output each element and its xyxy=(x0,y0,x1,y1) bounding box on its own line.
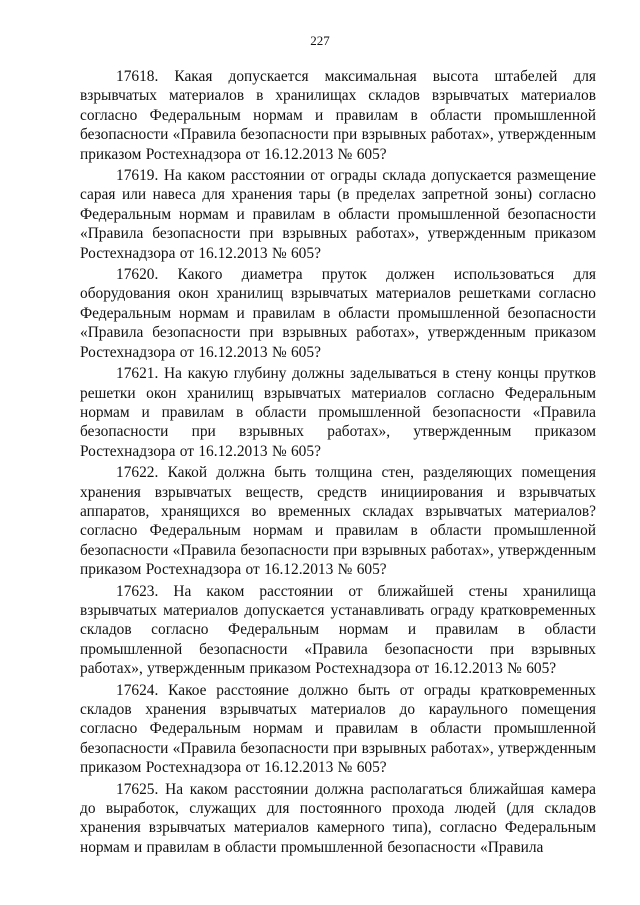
question-number: 17623. xyxy=(116,582,159,600)
question-text: Какое расстояние должно быть от ограды кратковременных складов хранения взрывчатых материалов до караульного помещения согласно Федеральным нормам и правилам в области промышленной безопасности «Правила безопасности при взрывных работах», утвержденным приказом Ростехнадзора от 16.12.2013 № 605? xyxy=(80,681,597,777)
question-item xyxy=(80,364,596,461)
question-text: Какого диаметра пруток должен использоваться для оборудования окон хранилищ взрывчатых материалов решетками согласно Федеральным нормам и правилам в области промышленной безопасности «Правила безопасности при взрывных работах», утвержденным приказом Ростехнадзора от 16.12.2013 № 605? xyxy=(80,266,596,361)
question-text: Какая допускается максимальная высота штабелей для взрывчатых материалов в хранилищах складов взрывчатых материалов согласно Федеральным нормам и правилам в области промышленной безопасности «Правила безопасности при взрывных работах», утвержденным приказом Ростехнадзора от 16.12.2013 № 605? xyxy=(80,68,597,163)
question-number: 17621. xyxy=(116,365,159,383)
question-text: На каком расстоянии от ближайшей стены хранилища взрывчатых материалов допускается устанавливать ограду кратковременных складов согласно Федеральным нормам и правилам в области промышленной безопасности «Правила безопасности при взрывных работах», утвержденным приказом Ростехнадзора от 16.12.2013 № 605? xyxy=(80,582,596,678)
question-number: 17624. xyxy=(116,681,159,699)
question-item xyxy=(80,681,596,778)
question-item xyxy=(80,166,596,263)
question-number: 17620. xyxy=(116,266,159,284)
question-number: 17619. xyxy=(116,167,159,185)
question-number: 17618. xyxy=(116,68,159,85)
question-item xyxy=(80,67,596,164)
question-number: 17625. xyxy=(116,780,159,798)
question-text: На каком расстоянии от ограды склада допускается размещение сарая или навеса для хранения тары (в пределах запретной зоны) согласно Федеральным нормам и правилам в области промышленной безопасности «Правила безопасности при взрывных работах», утвержденным приказом Ростехнадзора от 16.12.2013 № 605? xyxy=(80,167,596,262)
question-text: На каком расстоянии должна располагаться ближайшая камера до выработок, служащих для постоянного прохода людей (для складов хранения взрывчатых материалов камерного типа), согласно Федеральным нормам и правилам в области промышленной безопасности «Правила xyxy=(80,780,596,856)
question-text: На какую глубину должны заделываться в стену концы прутков решетки окон хранилищ взрывчатых материалов согласно Федеральным нормам и правилам в области промышленной безопасности «Правила безопасности при взрывных работах», утвержденным приказом Ростехнадзора от 16.12.2013 № 605? xyxy=(80,365,596,460)
question-item xyxy=(80,463,596,579)
page-number: 227 xyxy=(310,33,330,48)
question-item xyxy=(80,780,596,858)
questions-list xyxy=(80,67,596,857)
question-text: Какой должна быть толщина стен, разделяющих помещения хранения взрывчатых веществ, средств инициирования и взрывчатых аппаратов, хранящихся во временных складах взрывчатых материалов? согласно Федеральным нормам и правилам в области промышленной безопасности «Правила безопасности при взрывных работах», утвержденным приказом Ростехнадзора от 16.12.2013 № 605? xyxy=(80,464,597,579)
question-number: 17622. xyxy=(116,464,159,482)
question-item xyxy=(80,265,596,362)
question-item xyxy=(80,582,596,679)
